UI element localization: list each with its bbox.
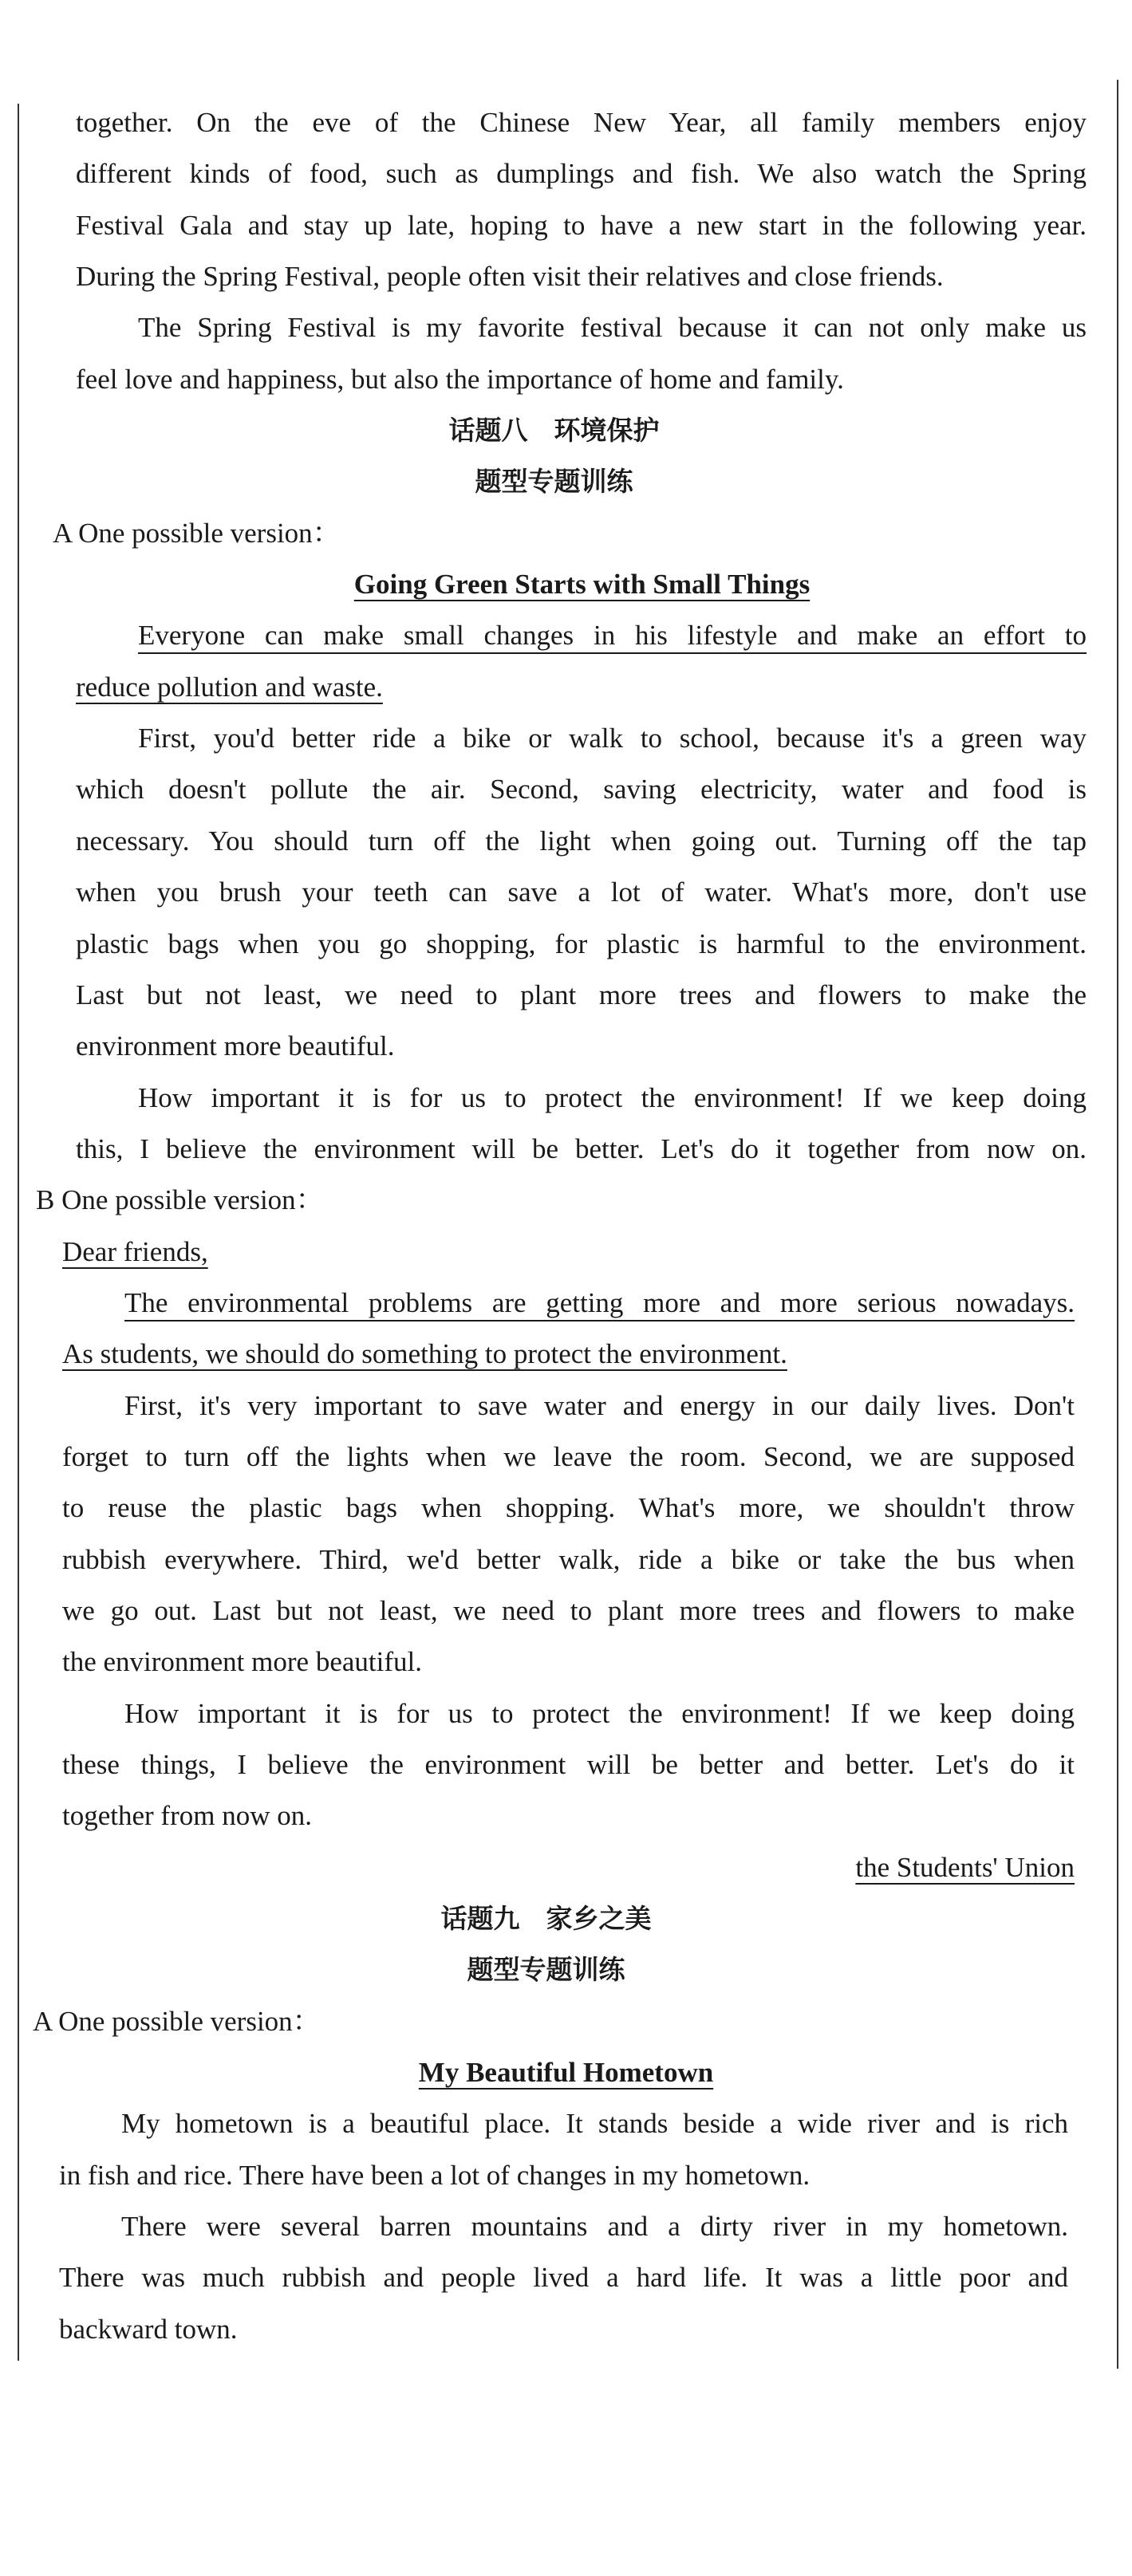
text-line: Last but not least, we need to plant more trees and flowers to make the [76, 979, 1087, 1010]
document-body [0, 97, 1132, 2355]
text-line: environment more beautiful. [76, 1030, 395, 1062]
text-line: necessary. You should turn off the light when going out. Turning off the tap [76, 825, 1087, 857]
text-line: feel love and happiness, but also the importance of home and family. [76, 363, 844, 395]
text-line: First, it's very important to save water and energy in our daily lives. Don't [124, 1389, 1075, 1421]
letter-greeting [62, 1227, 1075, 1278]
text-line: in fish and rice. There have been a lot of changes in my hometown. [59, 2159, 811, 2191]
letter-paragraph-1 [0, 1278, 1132, 1381]
text-line: the environment more beautiful. [62, 1646, 422, 1678]
text-line: we go out. Last but not least, we need to plant more trees and flowers to make [62, 1594, 1075, 1626]
text-line [62, 1329, 1075, 1380]
underlined-text: Dear friends, [62, 1235, 208, 1267]
version-b-label: B One possible version： [36, 1184, 324, 1216]
letter-paragraph-3 [0, 1688, 1132, 1842]
hometown-paragraph-1 [0, 2098, 1132, 2201]
topic-8-subheading: 题型专题训练 [475, 466, 633, 498]
text-line: The environmental problems are getting more and more serious nowadays. [124, 1286, 1075, 1318]
text-line: forget to turn off the lights when we leave the room. Second, we are supposed [62, 1440, 1075, 1472]
underlined-text: reduce pollution and waste. [76, 671, 383, 703]
topic-9-subheading: 题型专题训练 [467, 1954, 625, 1986]
text-line: to reuse the plastic bags when shopping. What's more, we shouldn't throw [62, 1492, 1075, 1524]
text-line: My hometown is a beautiful place. It stands beside a wide river and is rich [121, 2108, 1068, 2140]
hometown-paragraph-2 [0, 2201, 1132, 2355]
version-a-label: A One possible version： [53, 517, 341, 549]
text-line: this, I believe the environment will be better. Let's do it together from now on. [76, 1132, 1087, 1164]
text-line: together from now on. [62, 1800, 312, 1832]
essay-a-paragraph-3 [0, 1073, 1132, 1176]
text-line: these things, I believe the environment will be better and better. Let's do it [62, 1749, 1075, 1780]
text-line: There were several barren mountains and a dirty river in my hometown. [121, 2211, 1068, 2243]
topic-8-heading: 话题八 环境保护 [448, 415, 660, 447]
text-line: plastic bags when you go shopping, for plastic is harmful to the environment. [76, 928, 1087, 959]
text-line: How important it is for us to protect the environment! If we keep doing [138, 1081, 1087, 1113]
essay-title-text: Going Green Starts with Small Things [353, 569, 811, 601]
text-line: which doesn't pollute the air. Second, saving electricity, water and food is [76, 774, 1087, 805]
underlined-text: As students, we should do something to protect the environment. [62, 1338, 787, 1370]
topic-9-heading: 话题九 家乡之美 [440, 1903, 652, 1935]
intro-paragraph-1 [0, 97, 1132, 302]
text-line: Everyone can make small changes in his lifestyle and make an effort to [138, 620, 1087, 652]
essay-title [32, 559, 1132, 610]
text-line: There was much rubbish and people lived a hard life. It was a little poor and [59, 2262, 1068, 2294]
text-line: First, you'd better ride a bike or walk to school, because it's a green way [138, 723, 1087, 754]
letter-paragraph-2 [0, 1381, 1132, 1688]
text-line: together. On the eve of the Chinese New Year, all family members enjoy [76, 107, 1087, 138]
text-line: backward town. [59, 2313, 238, 2345]
text-line: different kinds of food, such as dumplings and fish. We also watch the Spring [76, 158, 1087, 190]
version-a-label: A One possible version： [33, 2005, 321, 2037]
essay-a-paragraph-2 [0, 713, 1132, 1072]
text-line: The Spring Festival is my favorite festival because it can not only make us [138, 312, 1087, 344]
essay-a-paragraph-1 [0, 610, 1132, 713]
text-line: Festival Gala and stay up late, hoping to have a new start in the following year. [76, 209, 1087, 241]
text-line: How important it is for us to protect the environment! If we keep doing [124, 1697, 1075, 1729]
essay-title [0, 2047, 1132, 2098]
text-line [76, 662, 1087, 713]
underlined-text: the Students' Union [855, 1851, 1075, 1883]
intro-paragraph-2 [0, 302, 1132, 405]
text-line: when you brush your teeth can save a lot of water. What's more, don't use [76, 876, 1087, 908]
letter-signature [0, 1842, 1075, 1893]
essay-title-text: My Beautiful Hometown [418, 2057, 714, 2089]
text-line: rubbish everywhere. Third, we'd better walk, ride a bike or take the bus when [62, 1543, 1075, 1575]
text-line: During the Spring Festival, people often visit their relatives and close friends. [76, 261, 944, 293]
